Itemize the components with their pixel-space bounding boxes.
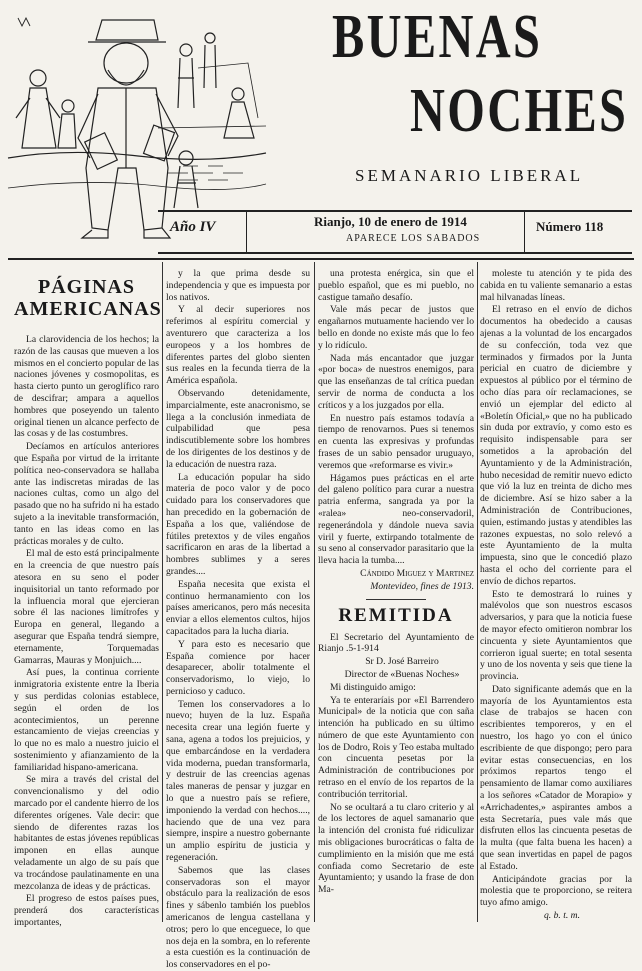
paragraph: El retraso en el envío de dichos documentos ha obedecido a causas ajenas a la voluntad de los encargados de su confección, toda vez que terminados y firmados por la Junta pericial en cuatro de diciembre y expuestos al público por el término de ocho días para oír reclamaciones, se envió un ejemplar del edicto al «Boletín Oficial,» que no ha publicado sin duda por extravío, y como esto es requisito indispensable para ser sometidos a la aprobación del Ayuntamiento y de la Administración, hubo necesidad de remitir nuevo edicto que vió la luz en treinta de dicho mes de diciembre. Así se hizo saber a la Administración de Contribuciones, quien, estimando justas y atendibles las razones expuestas, no solo relevó a este Ayuntamiento de la multa impuesta, sino que le concedió plazo hasta el ocho del corriente para el envío de dichos repartos. xyxy=(480,304,632,587)
remitida-heading: REMITIDA xyxy=(338,604,454,626)
paragraph: una protesta enérgica, sin que el pueblo español, que es mi pueblo, no castigue tamaño desafío. xyxy=(318,268,474,303)
paragraph: España necesita que exista el continuo hermanamiento con los países americanos, pero más necesita enviar a ellos elementos cultos, hijos capacitados para la lucha diaria. xyxy=(166,578,310,637)
subtitle: SEMANARIO LIBERAL xyxy=(355,166,584,185)
letter-addressee-role: Director de «Buenas Noches» xyxy=(344,668,460,680)
paragraph: No se ocultará a tu claro criterio y al de los lectores de aquel samanario que la intención del cronista fué ridiculizar mis obligaciones burocráticas o falta de cumplimiento en la misión que me está confiada como Secretario de este Ayuntamiento; y usando la frase de don Ma- xyxy=(318,801,474,896)
column-1 xyxy=(14,268,162,929)
paragraph: El progreso de estos países pues, prenderá dos características importantes, xyxy=(14,893,159,929)
info-bar xyxy=(158,210,632,254)
column-divider xyxy=(314,262,315,922)
paragraph: Así pues, la continua corriente inmigratoria existente entre la Iberia y sus perdidas colonias establece, según el orden de los acontecimientos, un perenne estancamiento de viejas creencias y lo que no es malo a nuestro juicio el sostenimiento y afianzamiento de la familiaridad hispano-americana. xyxy=(14,667,159,773)
paragraph: Anticipándote gracias por la molestia que te proporciono, se reitera tuyo afmo amigo. xyxy=(480,873,632,909)
paragraph: Dato significante además que en la mayoría de los Ayuntamientos esta clase de trabajos se hacen con escribientes temporeros, y en el nuestro, los hago yo con el único escribiente de que dispongo; pero para evitar estas consecuencias, en los próximos repartos tengo el pensamiento de llamar como auxiliares a los señores «Catador de Morapio» y «Arrichadentes,» aspirantes ambos a esta Secretaría, pues vale más que disfruten ellos las cincuenta pesetas de la multa (que falta buena les hacen) a que sean invertidas en papel de pagos al Estado. xyxy=(480,683,632,872)
header-rule xyxy=(8,258,634,260)
paragraph: Sabemos que las clases conservadoras son el mayor obstáculo para la realización de esos fines y sábenlo también los pueblos americanos de lengua castellana y otros; pero lo que enceguece, lo que nos deja en la sombra, en lo referente a esta cuestión es la continuación de los conservadores en el po- xyxy=(166,864,310,971)
paragraph: La educación popular ha sido materia de poco valor y de poco cuidado para los conservadores que han precedido en la gobernación de España a los que, valiéndose de fútiles pretextos y de viles engaños sacrificaron en aras de la libertad a hombres sublimes y a seres grandes.... xyxy=(166,471,310,577)
paragraph: Se mira a través del cristal del convencionalismo y del odio marcado por el candente hierro de los diferentes orígenes. Vale decir: que siendo de diferentes razas los habitantes de estas jóvenes repúblicas imponen en ellas aunque veladamente un algo de su país que va trocándose paulatinamente en una mezcolanza de ideas y de prácticas. xyxy=(14,774,159,892)
letter-addressee: Sr D. José Barreiro xyxy=(365,656,439,668)
paragraph: moleste tu atención y te pida des cabida en tu valiente semanario a estas mal hilvanadas líneas. xyxy=(480,268,632,303)
column-divider xyxy=(162,262,163,922)
letter-greeting: Mi distinguido amigo: xyxy=(330,681,416,693)
publication-frequency: APARECE LOS SABADOS xyxy=(346,233,481,244)
heading-line-1: PÁGINAS xyxy=(37,276,135,298)
letter-closing: q. b. t. m. xyxy=(544,910,580,922)
paragraph: Y al decir superiores nos referimos al espíritu comercial y aventurero que caracteriza a los europeos y a los hombres de diferentes partes del globo sienten sus reales en la fecunda tierra de la América española. xyxy=(166,304,310,387)
heading-line-2: AMERICANAS xyxy=(14,298,162,320)
paragraph: Ya te enteraríais por «El Barrendero Municipal» de la noticia que con saña intención ha publicado en su último número de que este Ayuntamiento con los de Dodro, Rois y Teo estaba multado con cincuenta pesetas por la Administración de contribuciones por retraso en el envío de los repartos de la contribución territorial. xyxy=(318,694,474,800)
paragraph: Hágamos pues prácticas en el arte del galeno político para curar a nuestra patria enferma, sangrada ya por la «ralea» neo-conservadoril, regenerándola y dándole nueva savia viril y fuerte, extirpando totalmente de su seno al conservador parasitario que la lleva hacia la tumba.... xyxy=(318,472,474,567)
author-signature: Cándido Miguez y Martinez xyxy=(360,567,474,579)
paragraph: Y para esto es necesario que España comience por hacer desaparecer, abolir totalmente el conservadorismo, lo viejo, lo pernicioso y caduco. xyxy=(166,638,310,697)
masthead xyxy=(0,0,642,254)
paragraph: Esto te demostrará lo ruines y malévolos que son nuestros escasos adversarios, y para que la noticia fuese de mayor efecto omitieron nombrar los cincuenta y siete Ayuntamientos que corrieron igual suerte; en total sesenta y uno de los noventa y seis que tiene la provincia. xyxy=(480,588,632,683)
paragraph: Decíamos en artículos anteriores que España por virtud de la irritante política neo-conservadora se hallaba ante las indiscretas miradas de las naciones cultas, como un algo del pasado que no ha sufrido ni ha estado sujeto a la inevitable transformación, tanto en las ideas como en las prácticas morales y de culto. xyxy=(14,441,159,547)
year-label: Año IV xyxy=(170,219,216,235)
column-4 xyxy=(480,268,632,928)
paragraph: y la que prima desde su independencia y que es impuesta por los nativos. xyxy=(166,268,310,303)
title-noches: NOCHES xyxy=(410,77,629,145)
issue-number: Número 118 xyxy=(536,219,604,234)
paragraph: La clarovidencia de los hechos; la razón de las causas que mueven a los mismos en el concierto popular de las naciones jóvenes y cosmopolitas, es hasta cierto punto un geroglífico raro de descifrar; ampara a aquellos hombres que poseyendo un talento original tienen un alcance perfecto de las cosas y de las costumbres. xyxy=(14,334,159,440)
section-rule xyxy=(366,599,426,600)
letter-intro: El Secretario del Ayuntamiento de Rianjo .5-1-914 xyxy=(318,631,474,655)
author-place-date: Montevideo, fines de 1913. xyxy=(370,580,474,592)
paragraph: En nuestro país estamos todavía a tiempo de renovarnos. Pues si tenemos en cuenta las expresivas y profundas frases de un sabio pensador uruguayo, veremos que «reformarse es vivir.» xyxy=(318,412,474,471)
paragraph: Observando detenidamente, imparcialmente, este anacronismo, se llega a la conclusión inmediata de culpabilidad que pesa indiscutiblemente sobre los hombres de los dirigentes de los destinos y de la educación de nuestra raza. xyxy=(166,387,310,470)
column-2 xyxy=(166,268,310,971)
paragraph: El mal de esto está principalmente en la creencia de que nuestro país atesora en su seno el poder inquisitorial un tanto reformado por la influencia moral que ejercieran sobre él las naciones limítrofes y Europa en general, llegando a asegurar que España tendrá siempre, eternamente, Torquemadas Gamarras, Mauras y Monjuich.... xyxy=(14,548,159,666)
article-heading xyxy=(14,276,162,320)
column-divider xyxy=(477,262,478,922)
paragraph: Temen los conservadores a lo nuevo; huyen de la luz. España necesita crear una legión fuerte y sana, agena a todos los prejuicios, y que embarcándose en la verdadera vida moderna, puedan transformarla, y destruir de las creencias agenas tales maneras de pensar y juzgar en lo que a nuestro país se refiere, imponiendo la verdad con hechos...., haciendo que de una vez para siempre, inspire a nuestro gobernante un amplio espíritu de justicia y regeneración. xyxy=(166,698,310,864)
info-divider xyxy=(246,212,247,252)
paragraph: Vale más pecar de justos que engañarnos mutuamente haciendo ver lo bello en donde no existe más que lo feo y lo ridículo. xyxy=(318,304,474,351)
column-3 xyxy=(318,268,474,928)
title-buenas: BUENAS xyxy=(332,3,543,71)
issue-date: Rianjo, 10 de enero de 1914 xyxy=(314,214,467,229)
info-divider xyxy=(524,212,525,252)
paragraph: Nada más encantador que juzgar «por boca» de nuestros enemigos, para que las enseñanzas de tal crítica puedan servir de norma de conducta a los críticos y a los juzgados por ella. xyxy=(318,352,474,411)
